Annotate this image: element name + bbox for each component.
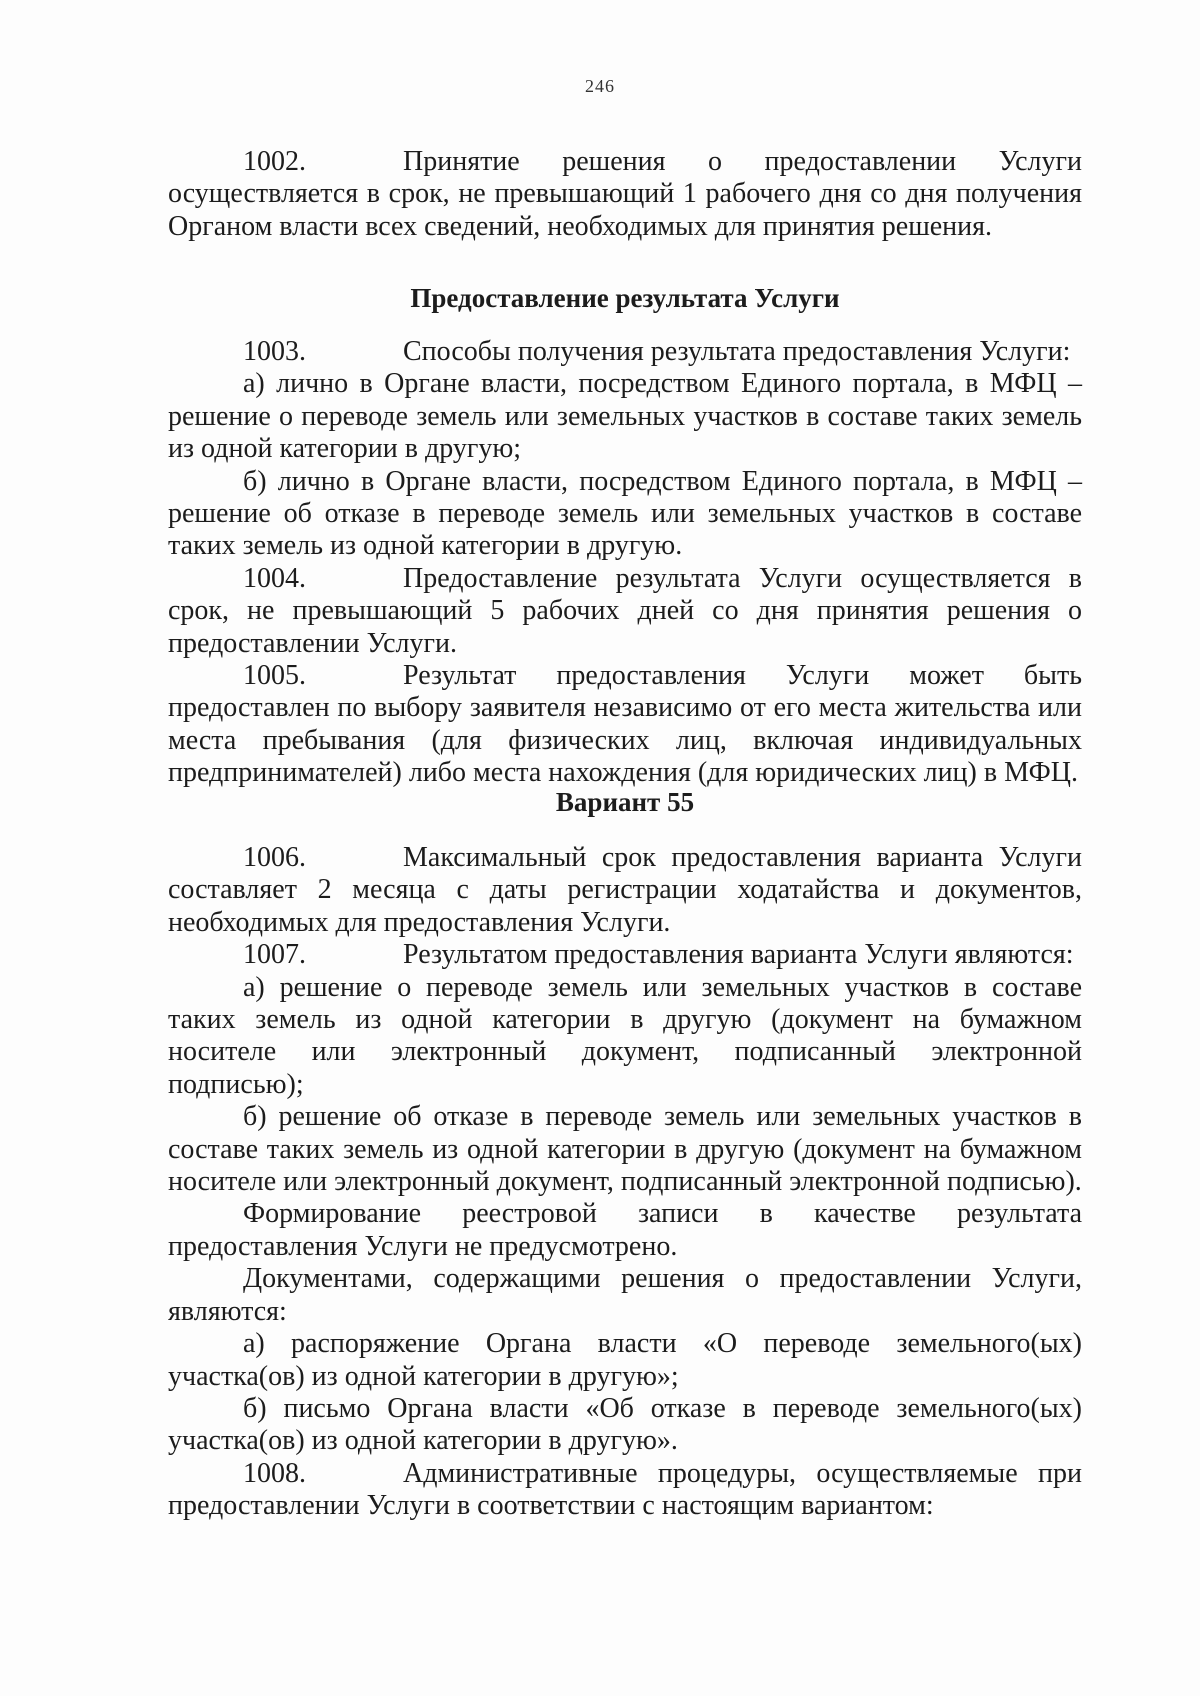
numbered-paragraph [168, 146, 1082, 243]
paragraph: Документами, содержащими решения о предоставлении Услуги, являются: [168, 1263, 1082, 1327]
text-block-4 [168, 786, 1082, 818]
paragraph-number: 1006. [243, 842, 306, 873]
numbered-paragraph [168, 939, 1082, 971]
numbered-paragraph [168, 336, 1082, 368]
paragraph-text: Принятие решения о предоставлении Услуги осуществляется в срок, не превышающий 1 рабочего дня со дня получения Органом власти всех сведений, необходимых для принятия решения. [168, 146, 1082, 242]
numbered-paragraph [168, 660, 1082, 790]
paragraph-text: Результат предоставления Услуги может быть предоставлен по выбору заявителя независимо от его места жительства или места пребывания (для физических лиц, включая индивидуальных предпринимателей) либо места нахождения (для юридических лиц) в МФЦ. [168, 660, 1082, 789]
paragraph-number: 1008. [243, 1457, 306, 1489]
paragraph: б) решение об отказе в переводе земель или земельных участков в составе таких земель из одной категории в другую (документ на бумажном носителе или электронный документ, подписанный электронной подписью). [168, 1101, 1082, 1198]
paragraph: Формирование реестровой записи в качестве результата предоставления Услуги не предусмотрено. [168, 1198, 1082, 1262]
text-block-5 [168, 842, 1082, 1523]
paragraph: б) письмо Органа власти «Об отказе в переводе земельного(ых) участка(ов) из одной категории в другую». [168, 1392, 1082, 1457]
paragraph-text: Максимальный срок предоставления варианта Услуги составляет 2 месяца с даты регистрации ходатайства и документов, необходимых для предоставления Услуги. [168, 842, 1082, 938]
text-block-1 [168, 146, 1082, 243]
paragraph-text: Результатом предоставления варианта Услуги являются: [403, 939, 1074, 971]
paragraph-number: 1002. [243, 146, 306, 177]
numbered-paragraph [168, 842, 1082, 939]
numbered-paragraph [168, 563, 1082, 660]
paragraph: а) решение о переводе земель или земельных участков в составе таких земель из одной категории в другую (документ на бумажном носителе или электронный документ, подписанный электронной подписью); [168, 971, 1082, 1100]
section-heading: Вариант 55 [555, 787, 695, 817]
paragraph: а) лично в Органе власти, посредством Единого портала, в МФЦ – решение о переводе земель или земельных участков в составе таких земель из одной категории в другую; [168, 368, 1082, 465]
paragraph-text: Административные процедуры, осуществляемые при предоставлении Услуги в соответствии с настоящим вариантом: [168, 1457, 1082, 1522]
paragraph-text: Способы получения результата предоставления Услуги: [403, 336, 1071, 367]
paragraph: а) распоряжение Органа власти «О переводе земельного(ых) участка(ов) из одной категории в другую»; [168, 1328, 1082, 1392]
text-block-3 [168, 336, 1082, 790]
paragraph: б) лично в Органе власти, посредством Единого портала, в МФЦ – решение об отказе в переводе земель или земельных участков в составе таких земель из одной категории в другую. [168, 465, 1082, 562]
paragraph-number: 1005. [243, 660, 306, 692]
text-block-2 [168, 282, 1082, 314]
paragraph-number: 1007. [243, 939, 306, 971]
paragraph-text: Предоставление результата Услуги осуществляется в срок, не превышающий 5 рабочих дней со дня принятия решения о предоставлении Услуги. [168, 562, 1082, 659]
page-number: 246 [585, 76, 615, 96]
paragraph-number: 1003. [243, 336, 306, 367]
numbered-paragraph [168, 1458, 1082, 1523]
paragraph-number: 1004. [243, 562, 306, 594]
section-heading: Предоставление результата Услуги [410, 283, 840, 313]
